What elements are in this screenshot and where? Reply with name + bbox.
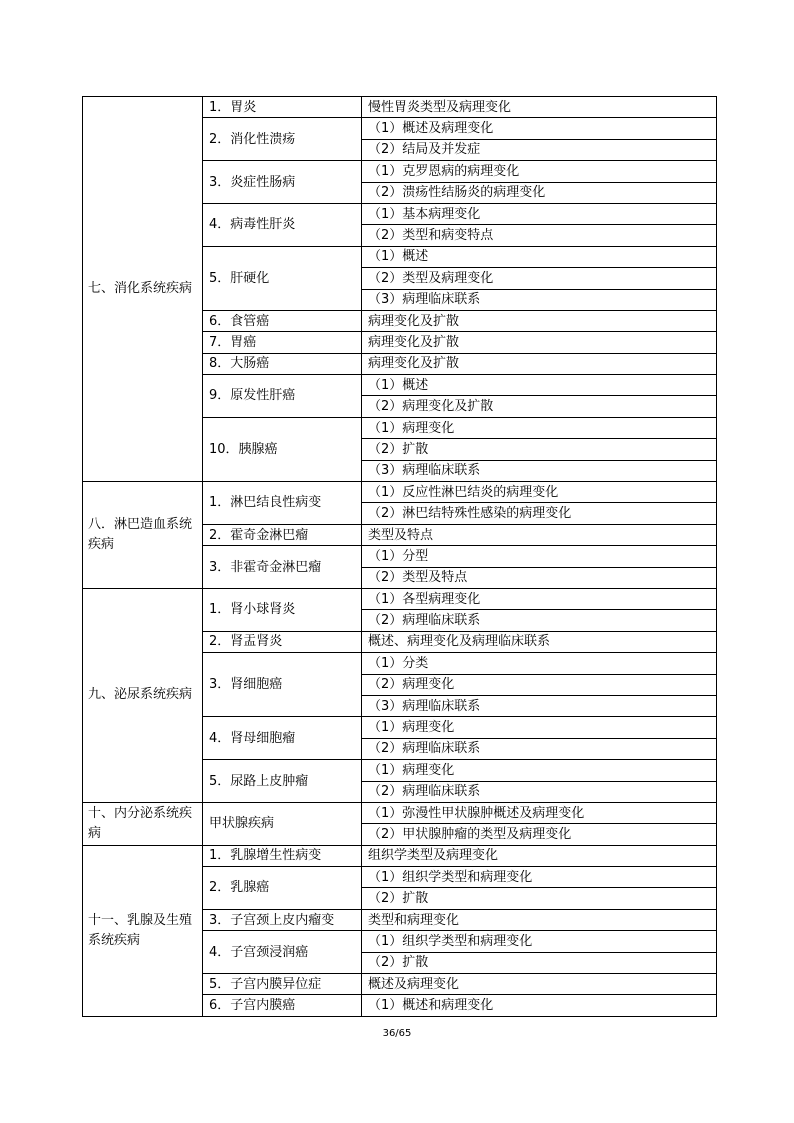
section-category: 九、泌尿系统疾病	[83, 588, 203, 802]
section-category: 七、消化系统疾病	[83, 97, 203, 482]
detail-cell: （1）分类	[362, 653, 717, 674]
detail-cell: （1）弥漫性甲状腺肿概述及病理变化	[362, 802, 717, 823]
detail-cell: （2）结局及并发症	[362, 139, 717, 160]
table-row	[83, 845, 717, 866]
detail-cell: （2）病理临床联系	[362, 738, 717, 759]
topic-cell: 5．尿路上皮肿瘤	[203, 760, 362, 803]
detail-cell: （2）类型和病变特点	[362, 225, 717, 246]
detail-cell: （2）病理临床联系	[362, 610, 717, 631]
topic-cell: 4．病毒性肝炎	[203, 203, 362, 246]
section-category: 十、内分泌系统疾病	[83, 802, 203, 845]
detail-cell: （2）类型及特点	[362, 567, 717, 588]
table-row	[83, 588, 717, 609]
detail-cell: 概述及病理变化	[362, 974, 717, 995]
detail-cell: 概述、病理变化及病理临床联系	[362, 631, 717, 652]
topic-cell: 3．炎症性肠病	[203, 161, 362, 204]
detail-cell: （1）组织学类型和病理变化	[362, 867, 717, 888]
topic-cell: 10．胰腺癌	[203, 417, 362, 481]
topic-cell: 3．子宫颈上皮内瘤变	[203, 909, 362, 930]
detail-cell: 类型和病理变化	[362, 909, 717, 930]
detail-cell: （1）分型	[362, 546, 717, 567]
section-category: 十一、乳腺及生殖系统疾病	[83, 845, 203, 1016]
detail-cell: （1）概述及病理变化	[362, 118, 717, 139]
topic-cell: 2．消化性溃疡	[203, 118, 362, 161]
detail-cell: （2）类型及病理变化	[362, 268, 717, 289]
topic-cell: 2．乳腺癌	[203, 867, 362, 910]
topic-cell: 1．乳腺增生性病变	[203, 845, 362, 866]
topic-cell: 2．霍奇金淋巴瘤	[203, 524, 362, 545]
detail-cell: 病理变化及扩散	[362, 310, 717, 331]
detail-cell: 病理变化及扩散	[362, 353, 717, 374]
page-number: 36/65	[382, 1028, 412, 1039]
topic-cell: 1．肾小球肾炎	[203, 588, 362, 631]
detail-cell: （1）病理变化	[362, 760, 717, 781]
topic-cell: 4．肾母细胞瘤	[203, 717, 362, 760]
topic-cell: 8．大肠癌	[203, 353, 362, 374]
detail-cell: 慢性胃炎类型及病理变化	[362, 97, 717, 118]
section-category: 八．淋巴造血系统疾病	[83, 482, 203, 589]
detail-cell: 类型及特点	[362, 524, 717, 545]
detail-cell: （2）病理临床联系	[362, 781, 717, 802]
detail-cell: （1）病理变化	[362, 717, 717, 738]
table-row	[83, 97, 717, 118]
topic-cell: 3．肾细胞癌	[203, 653, 362, 717]
topic-cell: 5．肝硬化	[203, 246, 362, 310]
detail-cell: （1）概述和病理变化	[362, 995, 717, 1016]
detail-cell: （1）克罗恩病的病理变化	[362, 161, 717, 182]
topic-cell: 6．子宫内膜癌	[203, 995, 362, 1016]
detail-cell: （2）甲状腺肿瘤的类型及病理变化	[362, 824, 717, 845]
table-row	[83, 802, 717, 823]
detail-cell: （2）扩散	[362, 952, 717, 973]
topic-cell: 5．子宫内膜异位症	[203, 974, 362, 995]
syllabus-table	[82, 96, 717, 1017]
detail-cell: （2）病理变化	[362, 674, 717, 695]
table-row	[83, 482, 717, 503]
detail-cell: （2）溃疡性结肠炎的病理变化	[362, 182, 717, 203]
topic-cell: 4．子宫颈浸润癌	[203, 931, 362, 974]
detail-cell: （1）概述	[362, 246, 717, 267]
topic-cell: 1．胃炎	[203, 97, 362, 118]
detail-cell: （1）基本病理变化	[362, 203, 717, 224]
detail-cell: （3）病理临床联系	[362, 460, 717, 481]
detail-cell: 病理变化及扩散	[362, 332, 717, 353]
detail-cell: （3）病理临床联系	[362, 289, 717, 310]
topic-cell: 3．非霍奇金淋巴瘤	[203, 546, 362, 589]
topic-cell: 6．食管癌	[203, 310, 362, 331]
topic-cell: 9．原发性肝癌	[203, 375, 362, 418]
detail-cell: （2）扩散	[362, 888, 717, 909]
topic-cell: 7．胃癌	[203, 332, 362, 353]
detail-cell: （3）病理临床联系	[362, 695, 717, 716]
detail-cell: （1）病理变化	[362, 417, 717, 438]
topic-cell: 甲状腺疾病	[203, 802, 362, 845]
detail-cell: （1）概述	[362, 375, 717, 396]
detail-cell: （1）各型病理变化	[362, 588, 717, 609]
detail-cell: （1）组织学类型和病理变化	[362, 931, 717, 952]
topic-cell: 2．肾盂肾炎	[203, 631, 362, 652]
detail-cell: 组织学类型及病理变化	[362, 845, 717, 866]
detail-cell: （2）淋巴结特殊性感染的病理变化	[362, 503, 717, 524]
detail-cell: （2）病理变化及扩散	[362, 396, 717, 417]
detail-cell: （2）扩散	[362, 439, 717, 460]
detail-cell: （1）反应性淋巴结炎的病理变化	[362, 482, 717, 503]
topic-cell: 1．淋巴结良性病变	[203, 482, 362, 525]
